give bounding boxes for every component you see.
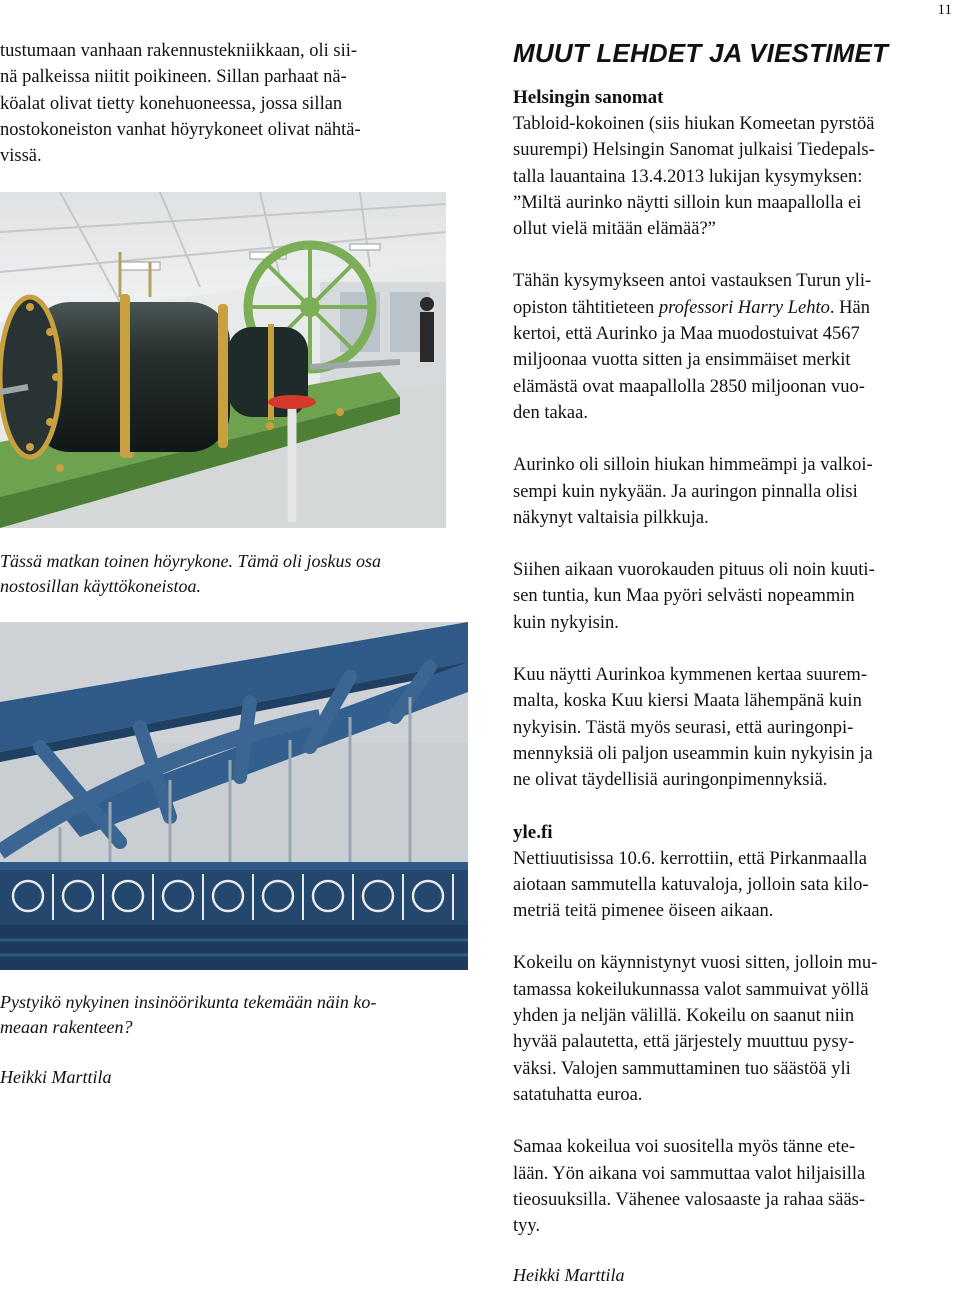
right-column [513,38,953,1286]
intro-paragraph [0,38,446,169]
text-line: näkynyt valtaisia pilkkuja. [513,507,709,528]
text-line: Tähän kysymykseen antoi vastauksen Turun yli- [513,271,872,292]
hs-paragraph-5 [513,662,953,793]
text-line: sempi kuin nykyään. Ja auringon pinnalla olisi [513,481,858,502]
text-line: nostokoneiston vanhat höyrykoneet olivat nähtä- [0,119,361,140]
left-column [0,38,446,169]
text-line: ”Miltä aurinko näytti silloin kun maapallolla ei [513,192,862,213]
hs-paragraph-4 [513,557,953,636]
text-line: Tabloid-kokoinen (siis hiukan Komeetan pyrstöä [513,114,875,134]
hs-paragraph-3 [513,452,953,531]
text-line: malta, koska Kuu kiersi Maata lähempänä kuin [513,691,862,712]
yle-paragraph-1 [513,846,953,925]
caption-line: Tässä matkan toinen höyrykone. Tämä oli joskus osa [0,551,381,571]
text-line: Kokeilu on käynnistynyt vuosi sitten, jolloin mu- [513,953,878,974]
text-line: Nettiuutisissa 10.6. kerrottiin, että Pirkanmaalla [513,848,867,869]
text-line: satatuhatta euroa. [513,1084,643,1105]
text-line: elämästä ovat maapallolla 2850 miljoonan vuo- [513,376,865,397]
text-line: tamassa kokeilukunnassa valot sammuivat yöllä [513,979,869,1000]
text-line: nykyisin. Tästä myös seurasi, että auringonpi- [513,717,854,738]
text-fragment: . Hän [829,297,870,318]
text-line: lään. Yön aikana voi sammuttaa valot hiljaisilla [513,1163,866,1184]
professor-name: professori Harry Lehto [658,297,830,318]
caption-line: meaan rakenteen? [0,1017,133,1037]
text-line: hyvää palautetta, että järjestely muuttuu pysy- [513,1032,855,1053]
tower-bridge-photo [0,622,468,970]
steam-engine-photo [0,192,446,528]
text-line: Kuu näytti Aurinkoa kymmenen kertaa suurem- [513,665,867,686]
text-line: köalat olivat tietty konehuoneessa, jossa sillan [0,93,343,114]
text-line: Aurinko oli silloin hiukan himmeämpi ja valkoi- [513,455,873,476]
hs-paragraph-2 [513,268,953,426]
text-line: mennyksiä oli paljon useammin kuin nykyisin ja [513,743,873,764]
caption-line: nostosillan käyttökoneistoa. [0,576,201,596]
text-line: miljoonaa vuotta sitten ja ensimmäiset merkit [513,350,851,371]
text-line: metriä teitä pimenee öiseen aikaan. [513,901,774,922]
text-line: kertoi, että Aurinko ja Maa muodostuivat 4567 [513,324,860,345]
text-line: ne olivat täydellisiä auringonpimennyksiä. [513,770,828,791]
text-fragment: opiston tähtitieteen [513,297,659,318]
page-number: 11 [937,2,952,18]
text-line: tieosuuksilla. Vähenee valosaaste ja rahaa sääs- [513,1189,866,1210]
steam-engine-caption [0,549,446,599]
text-line: Siihen aikaan vuorokauden pituus oli noin kuuti- [513,560,875,581]
right-author: Heikki Marttila [513,1265,625,1286]
text-line: den takaa. [513,402,588,423]
text-line: ollut vielä mitään elämää?” [513,219,716,240]
yle-paragraph-3 [513,1134,953,1239]
yle-paragraph-2 [513,950,953,1108]
bridge-caption [0,990,446,1040]
text-line: sen tuntia, kun Maa pyöri selvästi nopeammin [513,586,855,607]
text-line: Samaa kokeilua voi suositella myös tänne ete- [513,1137,856,1158]
yle-title: yle.fi [513,821,553,843]
hs-title: Helsingin sanomat [513,87,664,108]
section-heading: MUUT LEHDET JA VIESTIMET [513,38,889,68]
caption-line: Pystyikö nykyinen insinöörikunta tekemään näin ko- [0,992,377,1012]
text-line: väksi. Valojen sammuttaminen tuo säästöä yli [513,1058,851,1079]
text-line: kuin nykyisin. [513,612,619,633]
text-line: aiotaan sammutella katuvaloja, jolloin sata kilo- [513,874,869,895]
text-line: tyy. [513,1216,541,1237]
text-line [513,295,953,321]
hs-paragraph-1 [513,111,953,242]
text-line: nä palkeissa niitit poikineen. Sillan parhaat nä- [0,67,347,88]
text-line: vissä. [0,146,42,167]
left-author: Heikki Marttila [0,1067,112,1087]
text-line: talla lauantaina 13.4.2013 lukijan kysymyksen: [513,166,863,187]
text-line: suurempi) Helsingin Sanomat julkaisi Tiedepals- [513,140,875,161]
text-line: tustumaan vanhaan rakennustekniikkaan, oli sii- [0,41,358,61]
text-line: yhden ja neljän välillä. Kokeilu on saanut niin [513,1006,855,1027]
